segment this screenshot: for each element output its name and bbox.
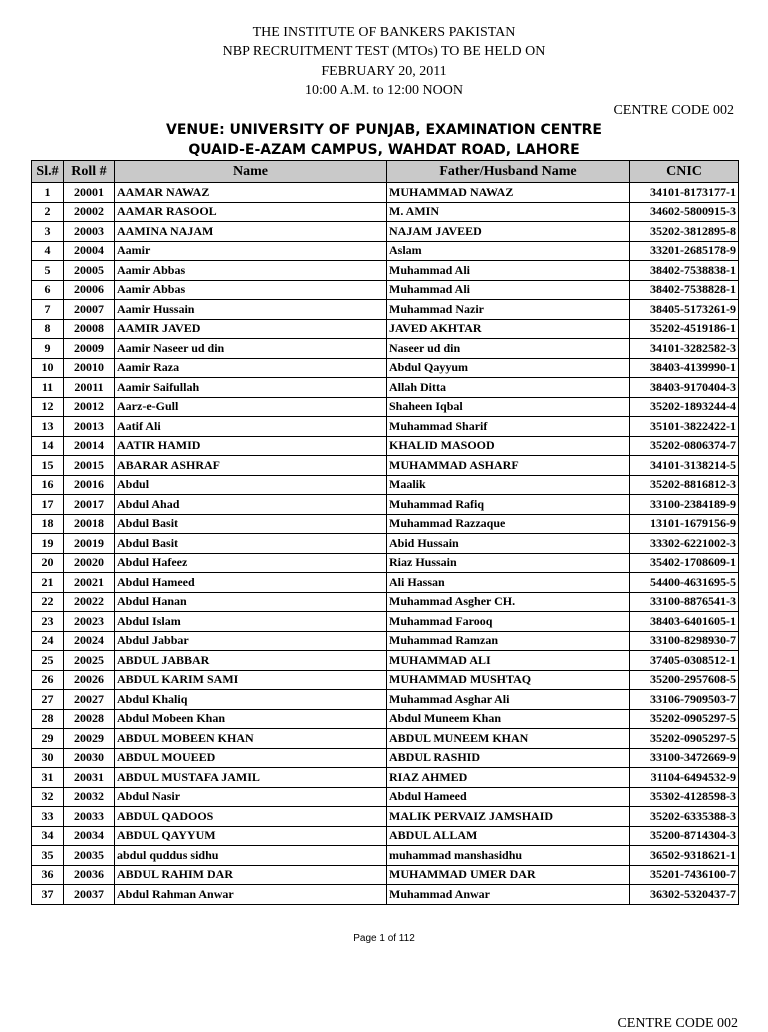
cell-father-name: Abdul Hameed — [387, 787, 630, 807]
cell-cnic: 33302-6221002-3 — [630, 534, 739, 554]
cell-cnic: 35101-3822422-1 — [630, 417, 739, 437]
cell-roll: 20024 — [64, 631, 115, 651]
cell-name: Abdul Khaliq — [115, 690, 387, 710]
cell-father-name: Abdul Qayyum — [387, 358, 630, 378]
page-number: Page 1 of 112 — [353, 933, 415, 944]
table-row — [32, 475, 739, 495]
header-serial: Sl.# — [32, 161, 64, 183]
cell-name: Abdul Mobeen Khan — [115, 709, 387, 729]
cell-name: Abdul Islam — [115, 612, 387, 632]
cell-name: ABDUL MOBEEN KHAN — [115, 729, 387, 749]
cell-serial: 3 — [32, 222, 64, 242]
cell-serial: 17 — [32, 495, 64, 515]
cell-name: AAMAR NAWAZ — [115, 183, 387, 203]
cell-serial: 14 — [32, 436, 64, 456]
cell-cnic: 34602-5800915-3 — [630, 202, 739, 222]
cell-cnic: 35202-3812895-8 — [630, 222, 739, 242]
cell-name: Aatif Ali — [115, 417, 387, 437]
table-row — [32, 378, 739, 398]
cell-cnic: 35302-4128598-3 — [630, 787, 739, 807]
cell-serial: 4 — [32, 241, 64, 261]
next-page-centre-code: CENTRE CODE 002 — [617, 1016, 738, 1031]
cell-serial: 24 — [32, 631, 64, 651]
cell-roll: 20005 — [64, 261, 115, 281]
cell-cnic: 33201-2685178-9 — [630, 241, 739, 261]
cell-name: Aamir Abbas — [115, 261, 387, 281]
cell-roll: 20003 — [64, 222, 115, 242]
cell-roll: 20033 — [64, 807, 115, 827]
cell-cnic: 38403-6401605-1 — [630, 612, 739, 632]
cell-serial: 18 — [32, 514, 64, 534]
cell-father-name: MUHAMMAD UMER DAR — [387, 865, 630, 885]
cell-father-name: muhammad manshasidhu — [387, 846, 630, 866]
cell-father-name: Muhammad Ramzan — [387, 631, 630, 651]
cell-father-name: Muhammad Asgher CH. — [387, 592, 630, 612]
cell-roll: 20016 — [64, 475, 115, 495]
table-row — [32, 592, 739, 612]
cell-name: ABDUL QADOOS — [115, 807, 387, 827]
table-row — [32, 280, 739, 300]
cell-cnic: 35202-0905297-5 — [630, 709, 739, 729]
cell-cnic: 38405-5173261-9 — [630, 300, 739, 320]
cell-serial: 29 — [32, 729, 64, 749]
cell-father-name: Maalik — [387, 475, 630, 495]
cell-cnic: 31104-6494532-9 — [630, 768, 739, 788]
cell-cnic: 35202-8816812-3 — [630, 475, 739, 495]
header-cnic: CNIC — [630, 161, 739, 183]
cell-serial: 37 — [32, 885, 64, 905]
cell-serial: 33 — [32, 807, 64, 827]
cell-serial: 19 — [32, 534, 64, 554]
cell-name: ABDUL KARIM SAMI — [115, 670, 387, 690]
cell-roll: 20015 — [64, 456, 115, 476]
cell-father-name: MALIK PERVAIZ JAMSHAID — [387, 807, 630, 827]
cell-roll: 20019 — [64, 534, 115, 554]
cell-roll: 20032 — [64, 787, 115, 807]
cell-serial: 13 — [32, 417, 64, 437]
cell-name: ABDUL JABBAR — [115, 651, 387, 671]
table-row — [32, 436, 739, 456]
cell-serial: 20 — [32, 553, 64, 573]
cell-cnic: 35202-1893244-4 — [630, 397, 739, 417]
cell-roll: 20037 — [64, 885, 115, 905]
cell-cnic: 35200-2957608-5 — [630, 670, 739, 690]
cell-name: Aamir — [115, 241, 387, 261]
header-roll: Roll # — [64, 161, 115, 183]
cell-name: Abdul Basit — [115, 514, 387, 534]
cell-name: Abdul Nasir — [115, 787, 387, 807]
cell-father-name: Naseer ud din — [387, 339, 630, 359]
table-row — [32, 339, 739, 359]
cell-serial: 30 — [32, 748, 64, 768]
table-row — [32, 573, 739, 593]
cell-cnic: 33100-2384189-9 — [630, 495, 739, 515]
cell-roll: 20006 — [64, 280, 115, 300]
venue-line-2: QUAID-E-AZAM CAMPUS, WAHDAT ROAD, LAHORE — [188, 142, 580, 158]
cell-name: Abdul Jabbar — [115, 631, 387, 651]
institute-title: THE INSTITUTE OF BANKERS PAKISTAN — [252, 25, 516, 40]
cell-serial: 31 — [32, 768, 64, 788]
cell-cnic: 38402-7538828-1 — [630, 280, 739, 300]
cell-name: AAMIR JAVED — [115, 319, 387, 339]
cell-roll: 20022 — [64, 592, 115, 612]
cell-father-name: Muhammad Razzaque — [387, 514, 630, 534]
table-row — [32, 397, 739, 417]
cell-serial: 23 — [32, 612, 64, 632]
cell-cnic: 33100-8298930-7 — [630, 631, 739, 651]
cell-serial: 26 — [32, 670, 64, 690]
cell-serial: 16 — [32, 475, 64, 495]
cell-name: Abdul Rahman Anwar — [115, 885, 387, 905]
cell-name: ABARAR ASHRAF — [115, 456, 387, 476]
table-row — [32, 300, 739, 320]
cell-cnic: 33100-3472669-9 — [630, 748, 739, 768]
cell-father-name: Allah Ditta — [387, 378, 630, 398]
cell-roll: 20012 — [64, 397, 115, 417]
cell-name: Aamir Saifullah — [115, 378, 387, 398]
cell-roll: 20014 — [64, 436, 115, 456]
cell-serial: 1 — [32, 183, 64, 203]
cell-serial: 7 — [32, 300, 64, 320]
cell-cnic: 35202-0806374-7 — [630, 436, 739, 456]
cell-cnic: 38403-4139990-1 — [630, 358, 739, 378]
table-row — [32, 631, 739, 651]
cell-serial: 12 — [32, 397, 64, 417]
table-row — [32, 670, 739, 690]
cell-cnic: 34101-3282582-3 — [630, 339, 739, 359]
cell-roll: 20025 — [64, 651, 115, 671]
cell-roll: 20002 — [64, 202, 115, 222]
cell-roll: 20011 — [64, 378, 115, 398]
cell-name: Abdul Hafeez — [115, 553, 387, 573]
cell-name: ABDUL MOUEED — [115, 748, 387, 768]
cell-roll: 20009 — [64, 339, 115, 359]
cell-father-name: MUHAMMAD MUSHTAQ — [387, 670, 630, 690]
cell-father-name: Riaz Hussain — [387, 553, 630, 573]
table-row — [32, 885, 739, 905]
cell-cnic: 54400-4631695-5 — [630, 573, 739, 593]
cell-roll: 20021 — [64, 573, 115, 593]
cell-roll: 20035 — [64, 846, 115, 866]
cell-father-name: ABDUL MUNEEM KHAN — [387, 729, 630, 749]
cell-father-name: MUHAMMAD NAWAZ — [387, 183, 630, 203]
cell-father-name: KHALID MASOOD — [387, 436, 630, 456]
table-row — [32, 690, 739, 710]
cell-name: ABDUL QAYYUM — [115, 826, 387, 846]
cell-cnic: 36502-9318621-1 — [630, 846, 739, 866]
table-row — [32, 456, 739, 476]
cell-serial: 22 — [32, 592, 64, 612]
table-row — [32, 319, 739, 339]
table-row — [32, 553, 739, 573]
cell-serial: 8 — [32, 319, 64, 339]
cell-serial: 34 — [32, 826, 64, 846]
cell-roll: 20027 — [64, 690, 115, 710]
cell-cnic: 38402-7538838-1 — [630, 261, 739, 281]
cell-serial: 25 — [32, 651, 64, 671]
cell-name: AATIR HAMID — [115, 436, 387, 456]
cell-serial: 11 — [32, 378, 64, 398]
cell-father-name: ABDUL ALLAM — [387, 826, 630, 846]
cell-serial: 2 — [32, 202, 64, 222]
cell-father-name: RIAZ AHMED — [387, 768, 630, 788]
cell-father-name: Abid Hussain — [387, 534, 630, 554]
table-header-row — [32, 161, 739, 183]
cell-roll: 20001 — [64, 183, 115, 203]
cell-roll: 20004 — [64, 241, 115, 261]
table-row — [32, 729, 739, 749]
candidate-table — [31, 160, 739, 905]
cell-father-name: MUHAMMAD ALI — [387, 651, 630, 671]
cell-father-name: Muhammad Ali — [387, 280, 630, 300]
cell-father-name: Muhammad Farooq — [387, 612, 630, 632]
cell-roll: 20028 — [64, 709, 115, 729]
cell-roll: 20010 — [64, 358, 115, 378]
cell-cnic: 38403-9170404-3 — [630, 378, 739, 398]
cell-name: Abdul Hameed — [115, 573, 387, 593]
cell-cnic: 35202-4519186-1 — [630, 319, 739, 339]
cell-father-name: JAVED AKHTAR — [387, 319, 630, 339]
cell-serial: 9 — [32, 339, 64, 359]
cell-name: AAMINA NAJAM — [115, 222, 387, 242]
cell-roll: 20034 — [64, 826, 115, 846]
centre-code: CENTRE CODE 002 — [613, 103, 734, 118]
cell-roll: 20017 — [64, 495, 115, 515]
cell-roll: 20023 — [64, 612, 115, 632]
cell-father-name: Muhammad Anwar — [387, 885, 630, 905]
table-row — [32, 826, 739, 846]
venue-line-1: VENUE: UNIVERSITY OF PUNJAB, EXAMINATION CENTRE — [166, 122, 602, 138]
cell-father-name: Muhammad Rafiq — [387, 495, 630, 515]
cell-name: Aarz-e-Gull — [115, 397, 387, 417]
cell-cnic: 36302-5320437-7 — [630, 885, 739, 905]
cell-father-name: Muhammad Asghar Ali — [387, 690, 630, 710]
cell-name: Aamir Abbas — [115, 280, 387, 300]
cell-roll: 20030 — [64, 748, 115, 768]
table-row — [32, 241, 739, 261]
cell-father-name: Muhammad Ali — [387, 261, 630, 281]
cell-name: Aamir Raza — [115, 358, 387, 378]
table-row — [32, 417, 739, 437]
cell-roll: 20036 — [64, 865, 115, 885]
cell-serial: 27 — [32, 690, 64, 710]
table-row — [32, 748, 739, 768]
cell-serial: 5 — [32, 261, 64, 281]
cell-cnic: 35201-7436100-7 — [630, 865, 739, 885]
cell-father-name: Muhammad Sharif — [387, 417, 630, 437]
table-row — [32, 651, 739, 671]
cell-roll: 20020 — [64, 553, 115, 573]
cell-cnic: 35200-8714304-3 — [630, 826, 739, 846]
cell-cnic: 35202-6335388-3 — [630, 807, 739, 827]
cell-father-name: ABDUL RASHID — [387, 748, 630, 768]
cell-name: AAMAR RASOOL — [115, 202, 387, 222]
table-row — [32, 865, 739, 885]
table-row — [32, 261, 739, 281]
cell-cnic: 34101-3138214-5 — [630, 456, 739, 476]
cell-name: Aamir Hussain — [115, 300, 387, 320]
cell-cnic: 34101-8173177-1 — [630, 183, 739, 203]
cell-father-name: Shaheen Iqbal — [387, 397, 630, 417]
cell-cnic: 13101-1679156-9 — [630, 514, 739, 534]
table-row — [32, 222, 739, 242]
cell-name: Aamir Naseer ud din — [115, 339, 387, 359]
cell-roll: 20026 — [64, 670, 115, 690]
test-time: 10:00 A.M. to 12:00 NOON — [305, 83, 463, 98]
cell-serial: 36 — [32, 865, 64, 885]
test-date: FEBRUARY 20, 2011 — [321, 64, 447, 79]
table-row — [32, 534, 739, 554]
table-row — [32, 787, 739, 807]
cell-serial: 28 — [32, 709, 64, 729]
table-body — [32, 183, 739, 905]
cell-roll: 20008 — [64, 319, 115, 339]
header-name: Name — [115, 161, 387, 183]
cell-cnic: 35202-0905297-5 — [630, 729, 739, 749]
table-row — [32, 846, 739, 866]
cell-father-name: Muhammad Nazir — [387, 300, 630, 320]
cell-cnic: 33100-8876541-3 — [630, 592, 739, 612]
cell-serial: 35 — [32, 846, 64, 866]
cell-cnic: 33106-7909503-7 — [630, 690, 739, 710]
cell-name: Abdul Hanan — [115, 592, 387, 612]
cell-roll: 20007 — [64, 300, 115, 320]
table-row — [32, 202, 739, 222]
table-row — [32, 358, 739, 378]
cell-father-name: Ali Hassan — [387, 573, 630, 593]
cell-name: Abdul Ahad — [115, 495, 387, 515]
table-row — [32, 709, 739, 729]
cell-father-name: MUHAMMAD ASHARF — [387, 456, 630, 476]
table-row — [32, 612, 739, 632]
cell-cnic: 35402-1708609-1 — [630, 553, 739, 573]
cell-roll: 20031 — [64, 768, 115, 788]
cell-name: abdul quddus sidhu — [115, 846, 387, 866]
cell-name: ABDUL MUSTAFA JAMIL — [115, 768, 387, 788]
cell-name: Abdul — [115, 475, 387, 495]
cell-name: Abdul Basit — [115, 534, 387, 554]
cell-roll: 20013 — [64, 417, 115, 437]
cell-father-name: NAJAM JAVEED — [387, 222, 630, 242]
cell-father-name: Aslam — [387, 241, 630, 261]
cell-roll: 20018 — [64, 514, 115, 534]
header-father-name: Father/Husband Name — [387, 161, 630, 183]
test-title: NBP RECRUITMENT TEST (MTOs) TO BE HELD ON — [222, 44, 546, 59]
table-row — [32, 183, 739, 203]
cell-cnic: 37405-0308512-1 — [630, 651, 739, 671]
table-row — [32, 514, 739, 534]
cell-serial: 6 — [32, 280, 64, 300]
cell-serial: 32 — [32, 787, 64, 807]
table-row — [32, 768, 739, 788]
cell-serial: 21 — [32, 573, 64, 593]
cell-father-name: Abdul Muneem Khan — [387, 709, 630, 729]
cell-father-name: M. AMIN — [387, 202, 630, 222]
cell-name: ABDUL RAHIM DAR — [115, 865, 387, 885]
cell-serial: 10 — [32, 358, 64, 378]
table-row — [32, 807, 739, 827]
table-row — [32, 495, 739, 515]
cell-roll: 20029 — [64, 729, 115, 749]
cell-serial: 15 — [32, 456, 64, 476]
